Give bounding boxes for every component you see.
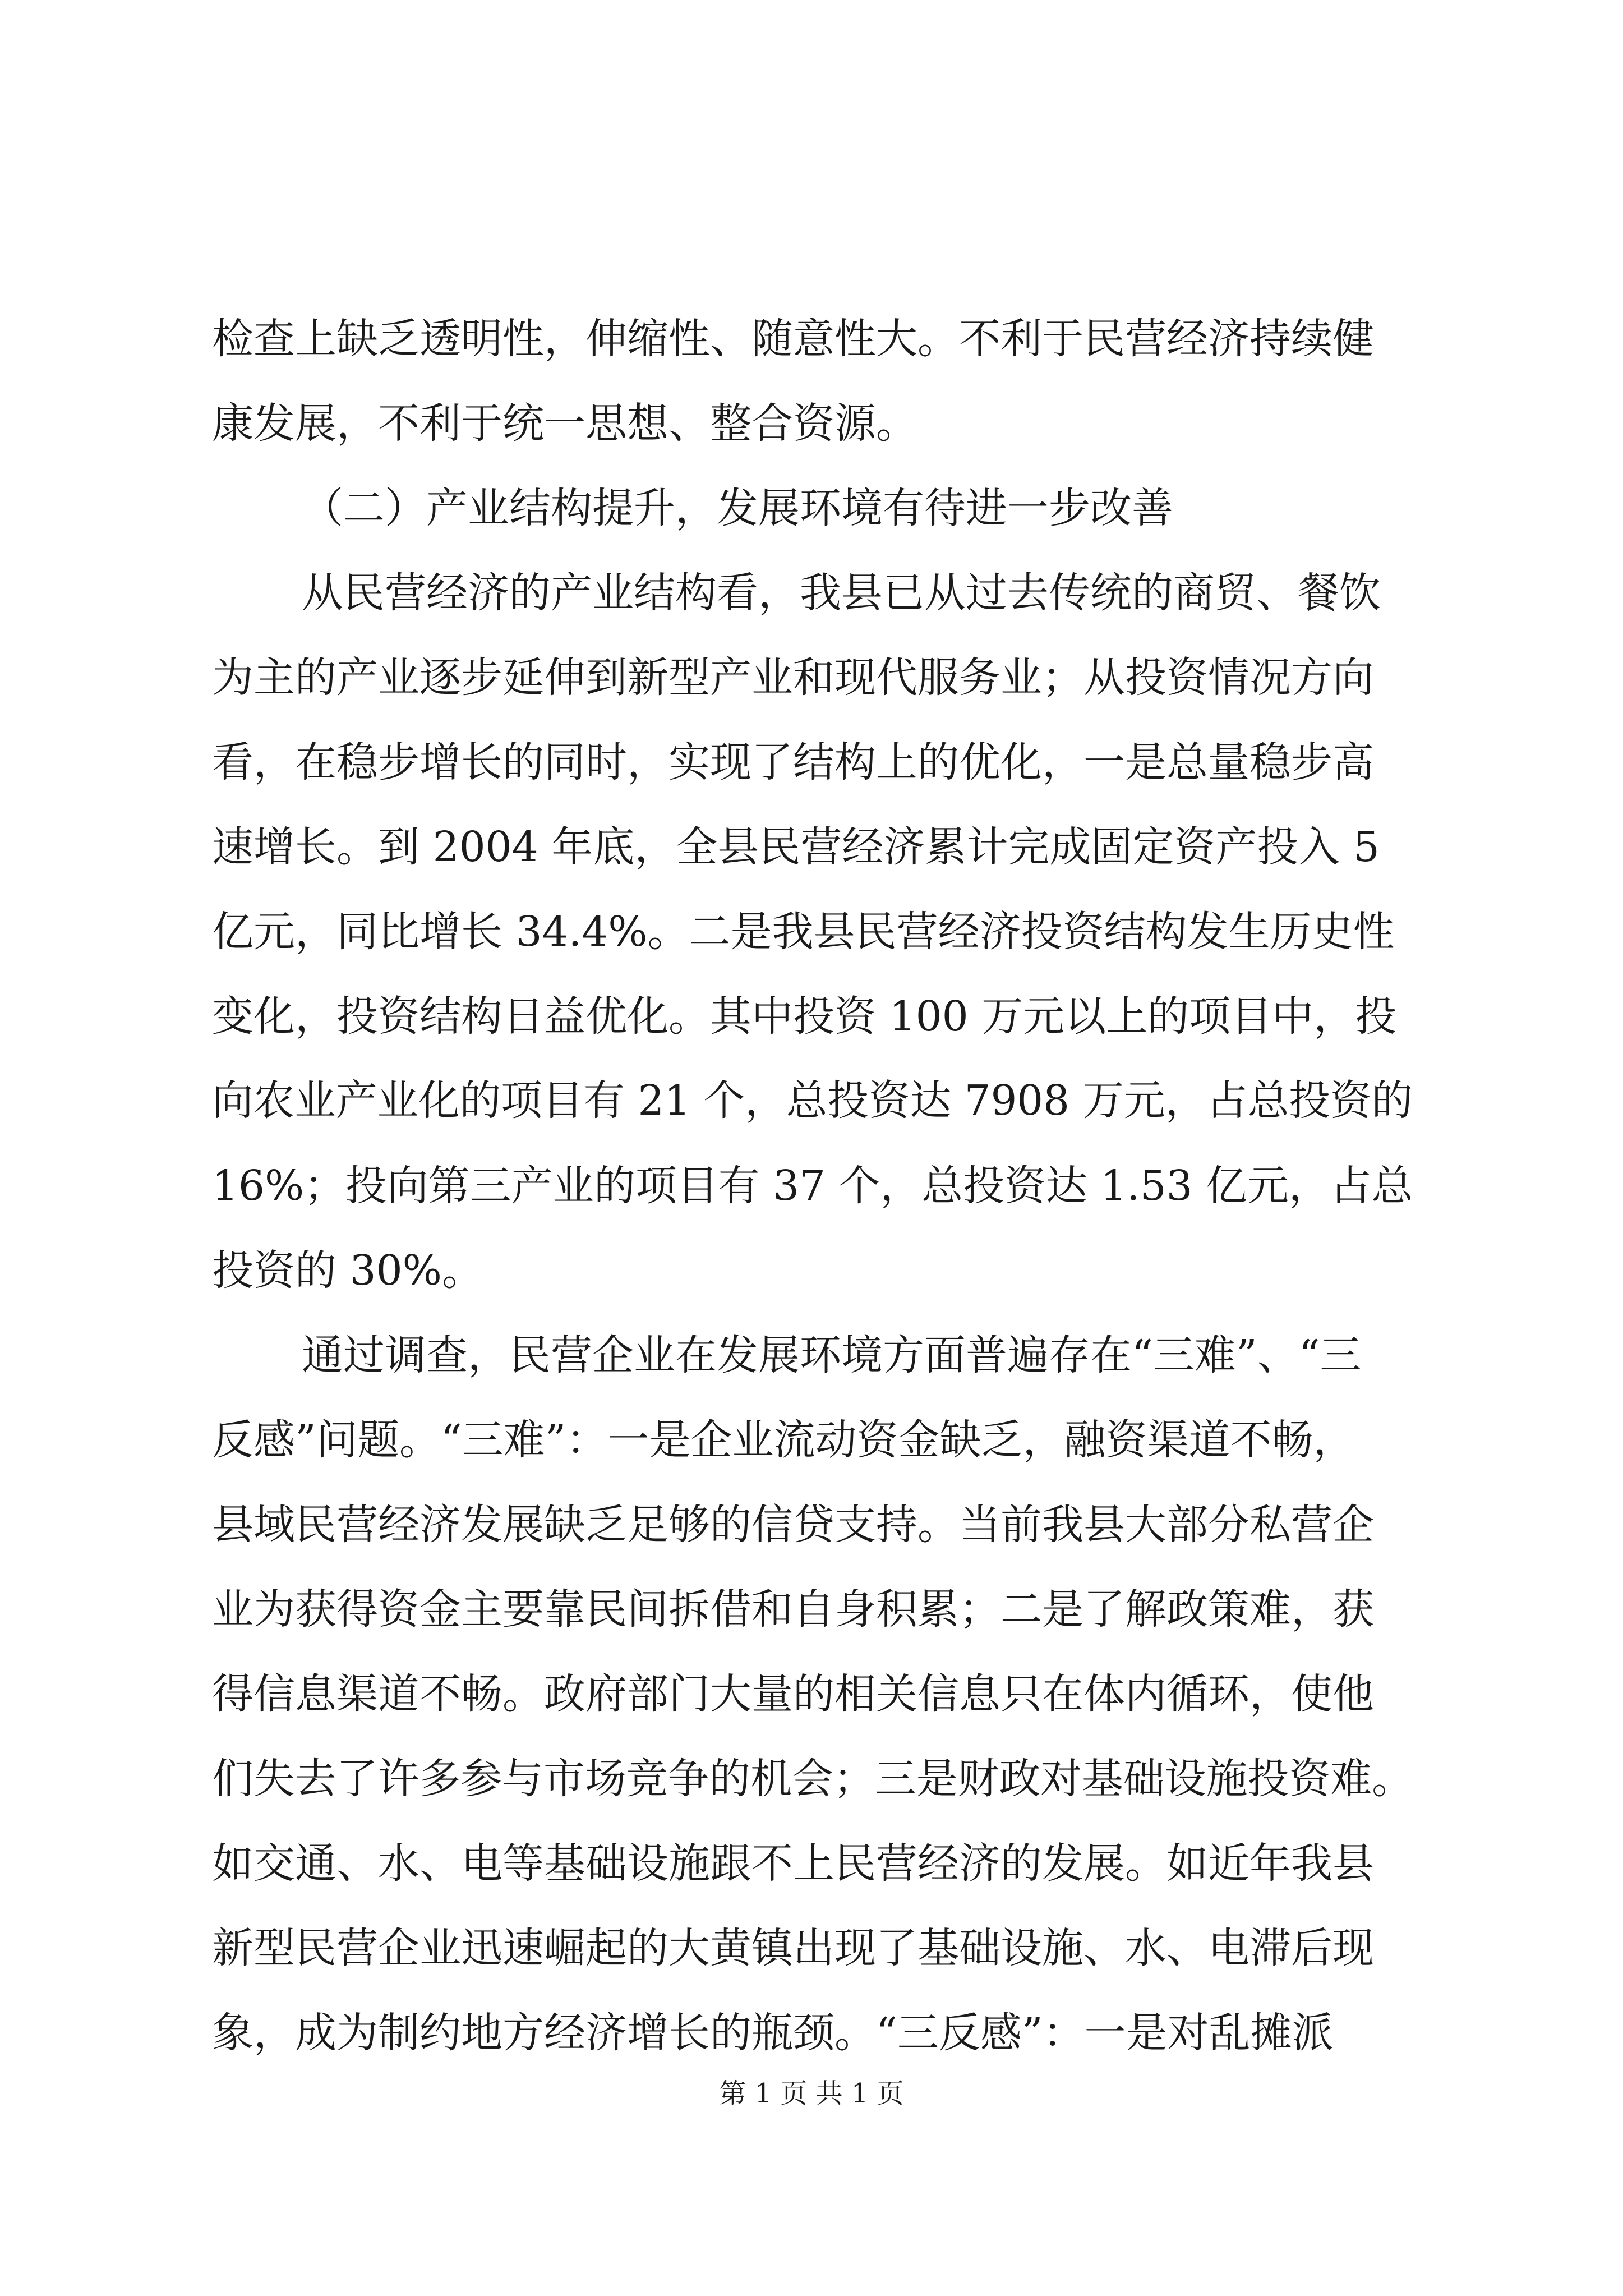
text-line: 检查上缺乏透明性，伸缩性、随意性大。不利于民营经济持续健 bbox=[212, 315, 1374, 363]
text-line: 业为获得资金主要靠民间拆借和自身积累；二是了解政策难，获 bbox=[212, 1585, 1374, 1634]
text-line: 16%；投向第三产业的项目有 37 个，总投资达 1.53 亿元，占总 bbox=[212, 1162, 1413, 1210]
text-line: 向农业产业化的项目有 21 个，总投资达 7908 万元，占总投资的 bbox=[212, 1077, 1413, 1125]
text-line: 反感”问题。“三难”：一是企业流动资金缺乏，融资渠道不畅， bbox=[212, 1416, 1355, 1464]
text-line: 看，在稳步增长的同时，实现了结构上的优化，一是总量稳步高 bbox=[212, 738, 1374, 786]
text-line: 变化，投资结构日益优化。其中投资 100 万元以上的项目中，投 bbox=[212, 992, 1397, 1041]
text-line: 康发展，不利于统一思想、整合资源。 bbox=[212, 399, 917, 448]
text-line: 们失去了许多参与市场竞争的机会；三是财政对基础设施投资难。 bbox=[212, 1755, 1413, 1803]
text-line: 通过调查，民营企业在发展环境方面普遍存在“三难”、“三 bbox=[302, 1331, 1362, 1379]
text-line: 如交通、水、电等基础设施跟不上民营经济的发展。如近年我县 bbox=[212, 1839, 1374, 1888]
text-line: 从民营经济的产业结构看，我县已从过去传统的商贸、餐饮 bbox=[302, 569, 1381, 617]
text-line: 亿元，同比增长 34.4%。二是我县民营经济投资结构发生历史性 bbox=[212, 908, 1395, 956]
text-line: 得信息渠道不畅。政府部门大量的相关信息只在体内循环，使他 bbox=[212, 1670, 1374, 1718]
section-heading: （二）产业结构提升，发展环境有待进一步改善 bbox=[302, 484, 1173, 532]
text-line: 新型民营企业迅速崛起的大黄镇出现了基础设施、水、电滞后现 bbox=[212, 1924, 1374, 1972]
text-line: 县域民营经济发展缺乏足够的信贷支持。当前我县大部分私营企 bbox=[212, 1501, 1374, 1549]
page-footer: 第 1 页 共 1 页 bbox=[719, 2078, 904, 2109]
text-line: 投资的 30%。 bbox=[212, 1246, 483, 1295]
text-line: 象，成为制约地方经济增长的瓶颈。“三反感”：一是对乱摊派 bbox=[212, 2009, 1334, 2057]
text-line: 为主的产业逐步延伸到新型产业和现代服务业；从投资情况方向 bbox=[212, 654, 1374, 702]
text-line: 速增长。到 2004 年底，全县民营经济累计完成固定资产投入 5 bbox=[212, 823, 1380, 871]
